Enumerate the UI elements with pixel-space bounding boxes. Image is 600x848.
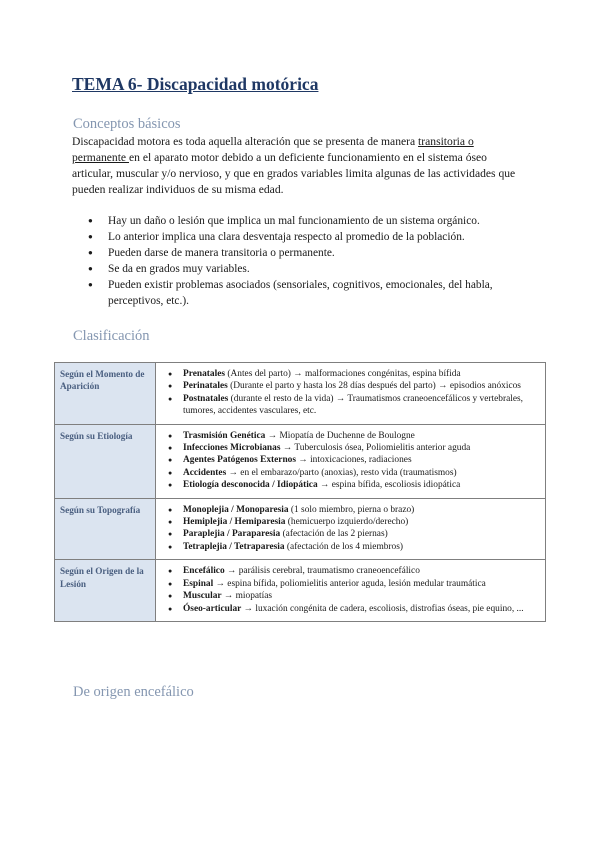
table-row [55, 560, 546, 622]
list-item: ● Accidentes → en el embarazo/parto (anoxias), resto vida (traumatismos) [161, 467, 541, 479]
table-row [55, 424, 546, 498]
intro-text-underlined: transitoria o permanente [72, 135, 474, 164]
category-cell: Según su Etiología [55, 424, 156, 498]
list-item: ● Infecciones Microbianas → Tuberculosis ósea, Poliomielitis anterior aguda [161, 442, 541, 454]
list-item: ● Tetraplejia / Tetraparesia (afectación de los 4 miembros) [161, 541, 541, 553]
list-item: ● Perinatales (Durante el parto y hasta los 28 días después del parto) → episodios anóxicos [161, 380, 541, 392]
bullet-item: ● Pueden existir problemas asociados (sensoriales, cognitivos, emocionales, del habla, perceptivos, etc.). [72, 277, 524, 309]
bullet-item: ● Se da en grados muy variables. [72, 261, 524, 277]
intro-text-after: en el aparato motor debido a un deficiente funcionamiento en el sistema óseo articular, muscular y/o nervioso, y que en grados variables limita algunas de las actividades que pueden realizar individuos de su misma edad. [72, 151, 516, 196]
list-item: ● Etiología desconocida / Idiopática → espina bífida, escoliosis idiopática [161, 479, 541, 491]
table-row [55, 363, 546, 425]
category-cell: Según su Topografía [55, 498, 156, 560]
items-cell [156, 424, 546, 498]
list-item: ● Paraplejia / Paraparesia (afectación de las 2 piernas) [161, 528, 541, 540]
intro-text-before: Discapacidad motora es toda aquella alteración que se presenta de manera [72, 135, 419, 148]
list-item: ● Prenatales (Antes del parto) → malformaciones congénitas, espina bífida [161, 368, 541, 380]
list-item: ● Postnatales (durante el resto de la vida) → Traumatismos craneoencefálicos y vertebrales, tumores, accidentes vasculares, etc. [161, 393, 541, 418]
items-cell [156, 560, 546, 622]
intro-paragraph [72, 134, 522, 198]
bullet-item: ● Pueden darse de manera transitoria o permanente. [72, 245, 524, 261]
concept-bullet-list [72, 213, 524, 309]
list-item: ● Muscular → miopatías [161, 590, 541, 602]
category-cell: Según el Momento de Aparición [55, 363, 156, 425]
items-cell [156, 363, 546, 425]
table-row [55, 498, 546, 560]
list-item: ● Hemiplejia / Hemiparesia (hemicuerpo izquierdo/derecho) [161, 516, 541, 528]
list-item: ● Espinal → espina bífida, poliomielitis anterior aguda, lesión medular traumática [161, 578, 541, 590]
category-cell: Según el Origen de la Lesión [55, 560, 156, 622]
page-title: TEMA 6- Discapacidad motórica [72, 74, 319, 94]
section-heading-clasificacion: Clasificación [73, 328, 150, 344]
section-heading-conceptos: Conceptos básicos [73, 116, 181, 132]
classification-table [54, 362, 546, 622]
list-item: ● Óseo-articular → luxación congénita de cadera, escoliosis, distrofias óseas, pie equino, ... [161, 603, 541, 615]
bullet-item: ● Hay un daño o lesión que implica un mal funcionamiento de un sistema orgánico. [72, 213, 524, 229]
list-item: ● Trasmisión Genética → Miopatía de Duchenne de Boulogne [161, 430, 541, 442]
list-item: ● Encefálico → parálisis cerebral, traumatismo craneoencefálico [161, 565, 541, 577]
list-item: ● Agentes Patógenos Externos → intoxicaciones, radiaciones [161, 454, 541, 466]
bullet-item: ● Lo anterior implica una clara desventaja respecto al promedio de la población. [72, 229, 524, 245]
items-cell [156, 498, 546, 560]
section-heading-origen: De origen encefálico [73, 684, 194, 700]
list-item: ● Monoplejia / Monoparesia (1 solo miembro, pierna o brazo) [161, 504, 541, 516]
